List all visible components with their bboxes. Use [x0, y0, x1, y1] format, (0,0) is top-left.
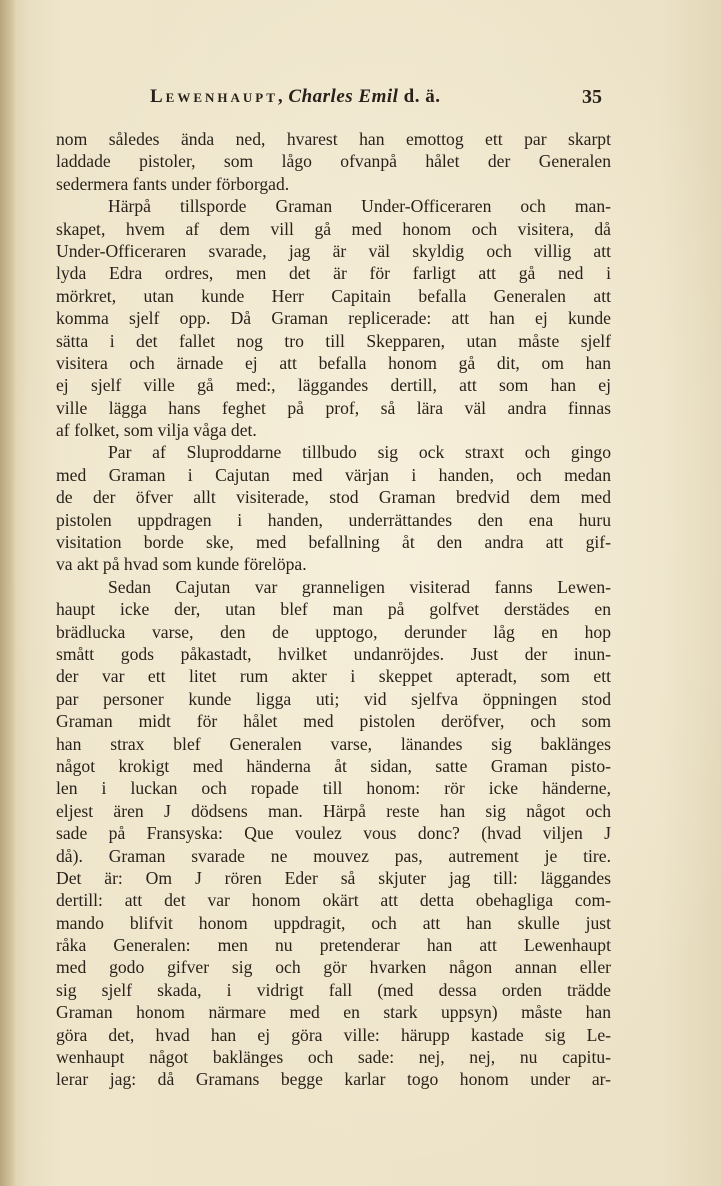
text-line: Det är: Om J rören Eder så skjuter jag till: läggandes: [56, 867, 611, 888]
text-line: eljest ären J dödsens man. Härpå reste han sig något och: [56, 800, 611, 821]
text-line: göra det, hvad han ej göra ville: härupp kastade sig Le-: [56, 1024, 611, 1045]
text-line: mörkret, utan kunde Herr Capitain befalla Generalen att: [56, 285, 611, 306]
text-line: ville lägga hans feghet på prof, så lära väl andra finnas: [56, 397, 611, 418]
text-line: nom således ända ned, hvarest han emottog ett par skarpt: [56, 129, 611, 149]
text-line: smått gods påkastadt, hvilket undanröjdes. Just der inun-: [56, 643, 611, 664]
text-line: Under-Officeraren svarade, jag är väl skyldig och villig att: [56, 240, 611, 261]
text-line: laddade pistoler, som lågo ofvanpå hålet der Generalen: [56, 151, 611, 172]
text-line: sig sjelf skada, i vidrigt fall (med dessa orden trädde: [56, 979, 611, 1000]
text-line: af folket, som vilja våga det.: [56, 420, 257, 441]
text-line: han strax blef Generalen varse, länandes sig baklänges: [56, 733, 611, 754]
text-line: råka Generalen: men nu pretenderar han att Lewenhaupt: [56, 935, 611, 956]
text-line: va akt på hvad som kunde förelöpa.: [56, 554, 307, 575]
text-line: komma sjelf opp. Då Graman replicerade: att han ej kunde: [56, 308, 611, 329]
text-line: något krokigt med händerna åt sidan, satte Graman pisto-: [56, 755, 611, 776]
text-line: brädlucka varse, den de upptogo, derunder låg en hop: [56, 621, 611, 642]
text-line: de der öfver allt visiterade, stod Graman bredvid dem med: [56, 487, 611, 508]
text-line: visitation borde ske, med befallning åt den andra att gif-: [56, 532, 611, 553]
running-head: [150, 86, 440, 108]
text-line: pistolen uppdragen i handen, underrättandes den ena huru: [56, 509, 611, 530]
text-line: med godo gifver sig och gör hvarken någon annan eller: [56, 957, 611, 978]
text-line: len i luckan och ropade till honom: rör icke händerne,: [56, 778, 611, 799]
text-line: då). Graman svarade ne mouvez pas, autrement je tire.: [56, 845, 611, 866]
text-line: der var ett litet rum akter i skeppet apteradt, som ett: [56, 666, 611, 687]
text-line: haupt icke der, utan blef man på golfvet derstädes en: [56, 599, 611, 620]
page-number: 35: [582, 86, 602, 108]
text-line: visitera och ärnade ej att befalla honom gå dit, om han: [56, 352, 611, 373]
page-header: [150, 86, 602, 116]
running-head-name: Charles Emil: [288, 86, 399, 107]
text-line: lerar jag: då Gramans begge karlar togo honom under ar-: [56, 1069, 611, 1090]
text-line: lyda Edra ordres, men det är för farligt att gå ned i: [56, 263, 611, 284]
page-gutter: [0, 0, 16, 1186]
text-line: Sedan Cajutan var granneligen visiterad fanns Lewen-: [108, 576, 611, 597]
text-line: ej sjelf ville gå med:, läggandes dertill, att som han ej: [56, 375, 611, 396]
text-line: par personer kunde ligga uti; vid sjelfva öppningen stod: [56, 688, 611, 709]
text-line: Härpå tillsporde Graman Under-Officeraren och man-: [108, 196, 611, 217]
text-line: sade på Fransyska: Que voulez vous donc? (hvad viljen J: [56, 823, 611, 844]
text-line: sätta i det fallet nog tro till Skepparen, utan måste sjelf: [56, 330, 611, 351]
running-head-author: Lewenhaupt: [150, 86, 278, 107]
text-line: Graman honom närmare med en stark uppsyn) måste han: [56, 1002, 611, 1023]
running-head-comma: ,: [277, 86, 284, 107]
body-text: [56, 128, 611, 1091]
text-line: dertill: att det var honom okärt att detta obehagliga com-: [56, 890, 611, 911]
text-line: Graman midt för hålet med pistolen deröfver, och som: [56, 711, 611, 732]
text-line: mando blifvit honom uppdragit, och att han skulle just: [56, 912, 611, 933]
running-head-suffix: d. ä.: [403, 86, 441, 107]
text-line: sedermera fants under förborgad.: [56, 173, 290, 194]
text-line: skapet, hvem af dem vill gå med honom och visitera, då: [56, 218, 611, 239]
text-line: wenhaupt något baklänges och sade: nej, nej, nu capitu-: [56, 1047, 611, 1068]
text-line: med Graman i Cajutan med värjan i handen, och medan: [56, 464, 611, 485]
text-line: Par af Sluproddarne tillbudo sig ock straxt och gingo: [108, 442, 611, 463]
